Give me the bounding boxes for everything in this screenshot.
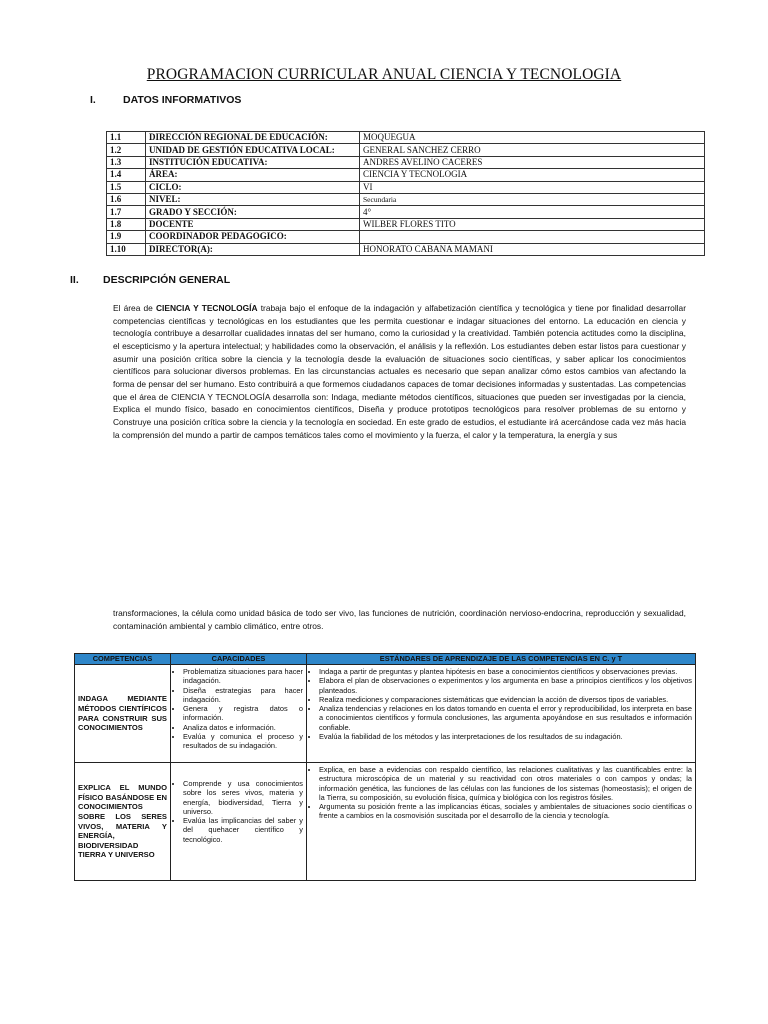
info-number: 1.8 (107, 218, 146, 230)
info-value (360, 231, 705, 243)
info-row (107, 132, 705, 144)
list-item: • Diseña estrategias para hacer indagación. (183, 686, 303, 705)
info-key: DIRECTOR(A): (146, 243, 360, 255)
page-title: PROGRAMACION CURRICULAR ANUAL CIENCIA Y TECNOLOGIA (146, 66, 622, 83)
header-estandares: ESTÁNDARES DE APRENDIZAJE DE LAS COMPETENCIAS EN C. y T (307, 654, 696, 665)
info-number: 1.1 (107, 132, 146, 144)
section-label: DESCRIPCIÓN GENERAL (103, 274, 231, 286)
info-value: VI (360, 181, 705, 193)
info-key: CICLO: (146, 181, 360, 193)
description-paragraph-continued: transformaciones, la célula como unidad básica de todo ser vivo, las funciones de nutrición, coordinación nervioso-endocrina, reproducción y sexualidad, contaminación ambiental y cambio climático, entre otros. (113, 608, 686, 631)
list-item: • Evalúa la fiabilidad de los métodos y las interpretaciones de los resultados de su indagación. (319, 732, 692, 741)
list-item: • Evalúa y comunica el proceso y resultados de su indagación. (183, 732, 303, 751)
info-row (107, 231, 705, 243)
list-item: • Argumenta su posición frente a las implicancias éticas, sociales y ambientales de situaciones socio científicas o frente a cambios en la cosmovisión suscitada por el desarrollo de la ciencia y tecnología. (319, 802, 692, 821)
estandares-cell (307, 665, 696, 763)
info-row (107, 206, 705, 218)
competencias-table (74, 653, 696, 881)
list-item: • Comprende y usa conocimientos sobre los seres vivos, materia y energía, biodiversidad, Tierra y universo. (183, 779, 303, 816)
info-row (107, 218, 705, 230)
info-row (107, 169, 705, 181)
info-value: CIENCIA Y TECNOLOGIA (360, 169, 705, 181)
info-table (106, 131, 705, 256)
info-value: ANDRES AVELINO CACERES (360, 156, 705, 168)
list-item: • Problematiza situaciones para hacer indagación. (183, 667, 303, 686)
info-value: MOQUEGUA (360, 132, 705, 144)
section-number: I. (90, 94, 96, 106)
info-key: DIRECCIÓN REGIONAL DE EDUCACIÓN: (146, 132, 360, 144)
info-number: 1.10 (107, 243, 146, 255)
info-value: HONORATO CABANA MAMANI (360, 243, 705, 255)
info-row (107, 181, 705, 193)
table-row (75, 665, 696, 763)
info-number: 1.3 (107, 156, 146, 168)
section-number: II. (70, 274, 79, 286)
info-value: Secundaria (360, 193, 705, 205)
info-row (107, 193, 705, 205)
capacidades-cell (171, 665, 307, 763)
list-item: • Realiza mediciones y comparaciones sistemáticas que evidencian la acción de diversos tipos de variables. (319, 695, 692, 704)
description-paragraph (113, 302, 686, 441)
info-number: 1.6 (107, 193, 146, 205)
info-key: UNIDAD DE GESTIÓN EDUCATIVA LOCAL: (146, 144, 360, 156)
info-number: 1.2 (107, 144, 146, 156)
info-key: NIVEL: (146, 193, 360, 205)
competencia-cell: EXPLICA EL MUNDO FÍSICO BASÁNDOSE EN CONOCIMIENTOS SOBRE LOS SERES VIVOS, MATERIA Y ENERGÍA, BIODIVERSIDAD TIERRA Y UNIVERSO (75, 763, 171, 881)
list-item: • Elabora el plan de observaciones o experimentos y los argumenta en base a principios científicos y los objetivos planteados. (319, 676, 692, 695)
para-bold: CIENCIA Y TECNOLOGÍA (156, 303, 258, 313)
section-heading-descripcion (70, 274, 230, 286)
info-row (107, 243, 705, 255)
para-rest: trabaja bajo el enfoque de la indagación y alfabetización científica y tecnológica y tiene por finalidad desarrollar competencias científicas y tecnológicas en los estudiantes que les permita cuestionar e indagar situaciones del entorno. La educación en ciencia y tecnología contribuye a desarrollar cualidades innatas del ser humano, como la curiosidad y la creatividad. También potencia actitudes como la disciplina, el escepticismo y la apertura intelectual; y habilidades como la observación, el análisis y la reflexión. Los estudiantes deben estar listos para cuestionar y asumir una posición crítica sobre la ciencia y la tecnología desde la evaluación de situaciones socio científicas, y saber aplicar los conocimientos científicos para solucionar diversos problemas. En las circunstancias actuales es necesario que sepan analizar cómo estos cambios van afectando la forma de pensar del ser humano. Esto contribuirá a que formemos ciudadanos capaces de tomar decisiones informadas y sustentadas. Las competencias que el área de CIENCIA Y TECNOLOGÍA desarrolla son: Indaga, mediante métodos científicos, situaciones que pueden ser investigadas por la ciencia, Explica el mundo físico, basado en conocimientos científicos, Diseña y produce prototipos tecnológicos para resolver problemas de su entorno y Construye una posición crítica sobre la ciencia y la tecnología en sociedad. En este grado de estudios, el estudiante irá acercándose cada vez más hacia la comprensión del mundo a partir de campos temáticos tales como el movimiento y la fuerza, el calor y la temperatura, la energía y sus (113, 303, 686, 440)
header-competencias: COMPETENCIAS (75, 654, 171, 665)
info-number: 1.4 (107, 169, 146, 181)
section-label: DATOS INFORMATIVOS (123, 94, 242, 106)
info-value: 4° (360, 206, 705, 218)
info-key: ÁREA: (146, 169, 360, 181)
para-lead: El área de (113, 303, 156, 313)
list-item: • Indaga a partir de preguntas y plantea hipótesis en base a conocimientos científicos y observaciones previas. (319, 667, 692, 676)
info-number: 1.9 (107, 231, 146, 243)
section-heading-datos (90, 94, 241, 106)
info-row (107, 156, 705, 168)
info-number: 1.7 (107, 206, 146, 218)
table-row (75, 763, 696, 881)
info-key: DOCENTE (146, 218, 360, 230)
info-key: INSTITUCIÓN EDUCATIVA: (146, 156, 360, 168)
list-item: • Evalúa las implicancias del saber y del quehacer científico y tecnológico. (183, 816, 303, 844)
estandares-cell (307, 763, 696, 881)
header-capacidades: CAPACIDADES (171, 654, 307, 665)
capacidades-cell (171, 763, 307, 881)
list-item: • Explica, en base a evidencias con respaldo científico, las relaciones cualitativas y las cuantificables entre: la estructura microscópica de un material y su reactividad con otros materiales o con campos y ondas; la información genética, las funciones de las células con las funciones de los sistemas (homeostasis); el origen de la Tierra, su composición, su evolución física, química y biológica con los registros fósiles. (319, 765, 692, 802)
info-value: GENERAL SANCHEZ CERRO (360, 144, 705, 156)
list-item: • Analiza datos e información. (183, 723, 303, 732)
info-value: WILBER FLORES TITO (360, 218, 705, 230)
info-row (107, 144, 705, 156)
info-key: COORDINADOR PEDAGOGICO: (146, 231, 360, 243)
info-number: 1.5 (107, 181, 146, 193)
list-item: • Analiza tendencias y relaciones en los datos tomando en cuenta el error y reproducibilidad, los interpreta en base a conocimientos científicos y formula conclusiones, las argumenta apoyándose en sus resultados e información confiable. (319, 704, 692, 732)
info-key: GRADO Y SECCIÓN: (146, 206, 360, 218)
list-item: • Genera y registra datos o información. (183, 704, 303, 723)
competencia-cell: INDAGA MEDIANTE MÉTODOS CIENTÍFICOS PARA CONSTRUIR SUS CONOCIMIENTOS (75, 665, 171, 763)
